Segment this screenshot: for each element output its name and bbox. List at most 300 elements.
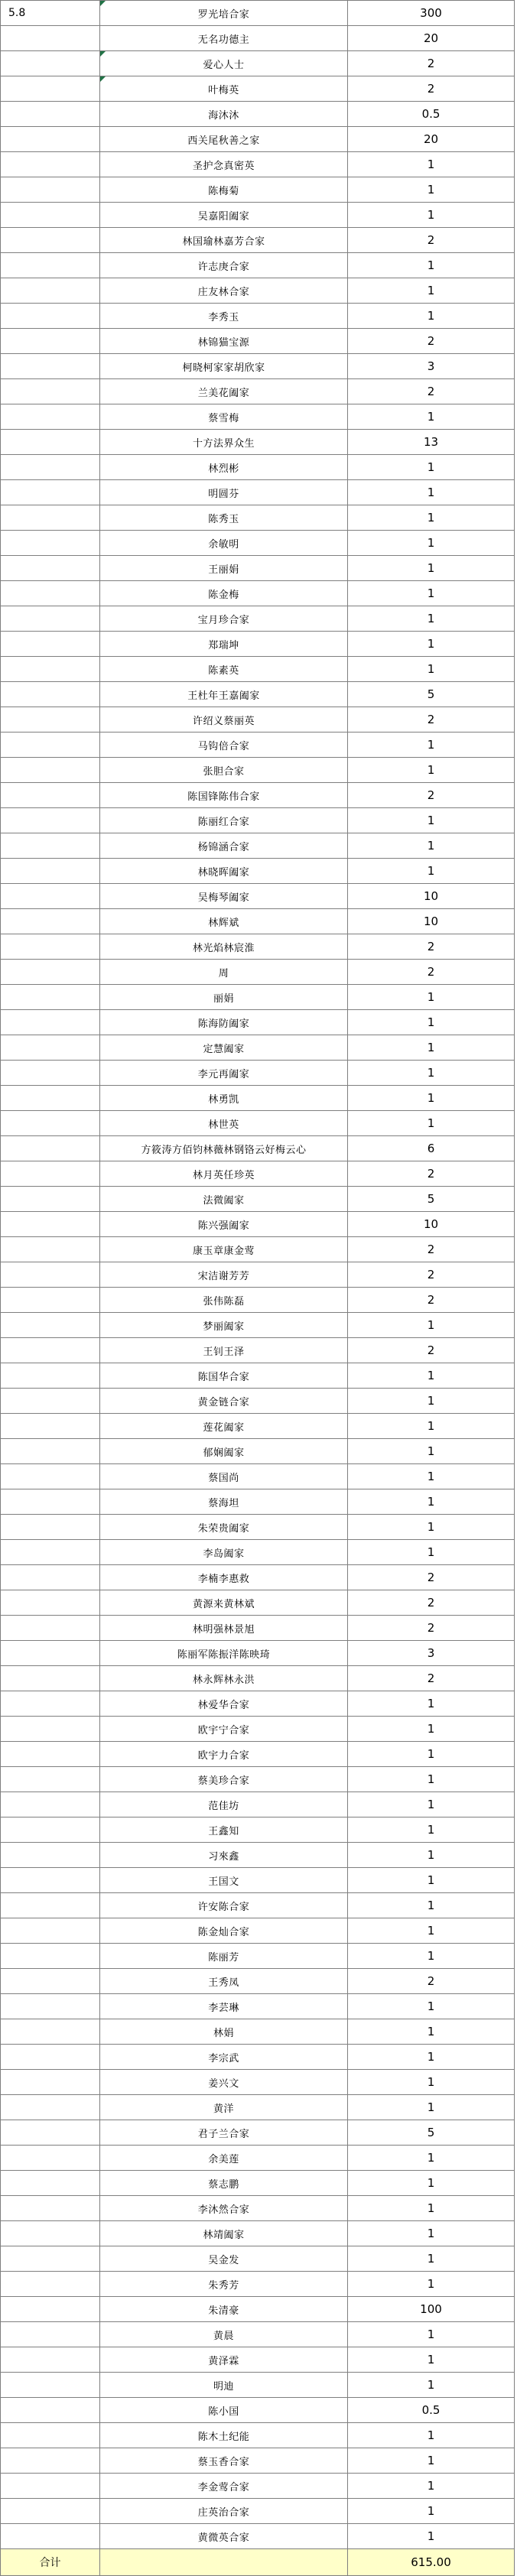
amount-cell[interactable]: 1 bbox=[348, 1944, 515, 1969]
date-cell[interactable] bbox=[1, 1540, 100, 1565]
donor-name-cell[interactable]: 张伟陈磊 bbox=[100, 1288, 348, 1313]
amount-cell[interactable]: 2 bbox=[348, 1969, 515, 1994]
amount-cell[interactable]: 1 bbox=[348, 1792, 515, 1817]
donor-name-cell[interactable]: 无名功德主 bbox=[100, 26, 348, 51]
donor-name-cell[interactable]: 方筱涛方佰钧林薇林钢铬云好梅云心 bbox=[100, 1136, 348, 1161]
amount-cell[interactable]: 1 bbox=[348, 203, 515, 228]
date-cell[interactable] bbox=[1, 1767, 100, 1792]
date-cell[interactable] bbox=[1, 430, 100, 455]
date-cell[interactable] bbox=[1, 354, 100, 379]
amount-cell[interactable]: 2 bbox=[348, 1338, 515, 1363]
amount-cell[interactable]: 1 bbox=[348, 1868, 515, 1893]
donor-name-cell[interactable]: 莲花阖家 bbox=[100, 1414, 348, 1439]
donor-name-cell[interactable]: 吴嘉阳阖家 bbox=[100, 203, 348, 228]
donor-name-cell[interactable]: 李秀玉 bbox=[100, 304, 348, 329]
date-cell[interactable] bbox=[1, 934, 100, 960]
date-cell[interactable] bbox=[1, 2272, 100, 2297]
amount-cell[interactable]: 1 bbox=[348, 1086, 515, 1111]
donor-name-cell[interactable]: 李金莺合家 bbox=[100, 2474, 348, 2499]
amount-cell[interactable]: 1 bbox=[348, 1767, 515, 1792]
date-cell[interactable] bbox=[1, 152, 100, 177]
donor-name-cell[interactable]: 陈海防阖家 bbox=[100, 1010, 348, 1035]
donor-name-cell[interactable]: 周 bbox=[100, 960, 348, 985]
donor-name-cell[interactable]: 陈兴强阖家 bbox=[100, 1212, 348, 1237]
amount-cell[interactable]: 1 bbox=[348, 1414, 515, 1439]
date-cell[interactable] bbox=[1, 1061, 100, 1086]
donor-name-cell[interactable]: 吴金发 bbox=[100, 2246, 348, 2272]
donor-name-cell[interactable]: 林烈彬 bbox=[100, 455, 348, 480]
date-cell[interactable] bbox=[1, 2019, 100, 2045]
donor-name-cell[interactable]: 林娟 bbox=[100, 2019, 348, 2045]
date-cell[interactable] bbox=[1, 2524, 100, 2549]
donor-name-cell[interactable]: 欧宇宁合家 bbox=[100, 1717, 348, 1742]
date-cell[interactable] bbox=[1, 985, 100, 1010]
donor-name-cell[interactable]: 李芸琳 bbox=[100, 1994, 348, 2019]
donor-name-cell[interactable]: 范佳坊 bbox=[100, 1792, 348, 1817]
amount-cell[interactable]: 1 bbox=[348, 2448, 515, 2474]
donor-name-cell[interactable]: 十方法界众生 bbox=[100, 430, 348, 455]
amount-cell[interactable]: 300 bbox=[348, 1, 515, 26]
amount-cell[interactable]: 1 bbox=[348, 2474, 515, 2499]
donor-name-cell[interactable]: 定慧阖家 bbox=[100, 1035, 348, 1061]
donor-name-cell[interactable]: 明迪 bbox=[100, 2373, 348, 2398]
date-cell[interactable] bbox=[1, 1515, 100, 1540]
donor-name-cell[interactable]: 欧宇力合家 bbox=[100, 1742, 348, 1767]
date-cell[interactable] bbox=[1, 1313, 100, 1338]
amount-cell[interactable]: 5 bbox=[348, 682, 515, 707]
amount-cell[interactable]: 1 bbox=[348, 606, 515, 632]
amount-cell[interactable]: 1 bbox=[348, 733, 515, 758]
amount-cell[interactable]: 1 bbox=[348, 808, 515, 833]
amount-cell[interactable]: 5 bbox=[348, 2120, 515, 2146]
donor-name-cell[interactable]: 朱清豪 bbox=[100, 2297, 348, 2322]
donor-name-cell[interactable]: 陈丽芳 bbox=[100, 1944, 348, 1969]
date-cell[interactable] bbox=[1, 1893, 100, 1918]
donor-name-cell[interactable]: 杨锦涵合家 bbox=[100, 833, 348, 859]
amount-cell[interactable]: 5 bbox=[348, 1187, 515, 1212]
date-cell[interactable] bbox=[1, 2347, 100, 2373]
amount-cell[interactable]: 100 bbox=[348, 2297, 515, 2322]
amount-cell[interactable]: 1 bbox=[348, 1918, 515, 1944]
donor-name-cell[interactable]: 康玉章康金莺 bbox=[100, 1237, 348, 1262]
date-cell[interactable] bbox=[1, 884, 100, 909]
amount-cell[interactable]: 13 bbox=[348, 430, 515, 455]
donor-name-cell[interactable]: 王鑫知 bbox=[100, 1817, 348, 1843]
date-cell[interactable] bbox=[1, 2423, 100, 2448]
donor-name-cell[interactable]: 林明强林景旭 bbox=[100, 1616, 348, 1641]
donor-name-cell[interactable]: 爱心人士 bbox=[100, 51, 348, 76]
amount-cell[interactable]: 1 bbox=[348, 1439, 515, 1464]
amount-cell[interactable]: 1 bbox=[348, 581, 515, 606]
amount-cell[interactable]: 1 bbox=[348, 2171, 515, 2196]
date-cell[interactable] bbox=[1, 758, 100, 783]
date-cell[interactable] bbox=[1, 1969, 100, 1994]
date-cell[interactable] bbox=[1, 1161, 100, 1187]
date-cell[interactable] bbox=[1, 2398, 100, 2423]
donor-name-cell[interactable]: 余美莲 bbox=[100, 2146, 348, 2171]
date-cell[interactable] bbox=[1, 707, 100, 733]
date-cell[interactable] bbox=[1, 304, 100, 329]
amount-cell[interactable]: 2 bbox=[348, 707, 515, 733]
amount-cell[interactable]: 2 bbox=[348, 1616, 515, 1641]
date-cell[interactable] bbox=[1, 1439, 100, 1464]
donor-name-cell[interactable]: 明圆芬 bbox=[100, 480, 348, 505]
amount-cell[interactable]: 1 bbox=[348, 1489, 515, 1515]
date-cell[interactable] bbox=[1, 1666, 100, 1691]
date-cell[interactable] bbox=[1, 505, 100, 531]
amount-cell[interactable]: 1 bbox=[348, 2347, 515, 2373]
total-label-cell[interactable]: 合计 bbox=[1, 2549, 100, 2576]
donor-name-cell[interactable]: 丽娟 bbox=[100, 985, 348, 1010]
date-cell[interactable] bbox=[1, 480, 100, 505]
date-cell[interactable] bbox=[1, 2196, 100, 2221]
amount-cell[interactable]: 2 bbox=[348, 1590, 515, 1616]
donor-name-cell[interactable]: 陈丽军陈振洋陈映琦 bbox=[100, 1641, 348, 1666]
amount-cell[interactable]: 2 bbox=[348, 228, 515, 253]
date-cell[interactable] bbox=[1, 960, 100, 985]
amount-cell[interactable]: 1 bbox=[348, 1817, 515, 1843]
date-cell[interactable] bbox=[1, 1262, 100, 1288]
date-cell[interactable] bbox=[1, 1111, 100, 1136]
donor-name-cell[interactable]: 蔡玉香合家 bbox=[100, 2448, 348, 2474]
date-cell[interactable]: 5.8 bbox=[1, 1, 100, 26]
amount-cell[interactable]: 1 bbox=[348, 1389, 515, 1414]
amount-cell[interactable]: 1 bbox=[348, 1313, 515, 1338]
date-cell[interactable] bbox=[1, 2171, 100, 2196]
donor-name-cell[interactable]: 习來鑫 bbox=[100, 1843, 348, 1868]
date-cell[interactable] bbox=[1, 455, 100, 480]
amount-cell[interactable]: 1 bbox=[348, 556, 515, 581]
donor-name-cell[interactable]: 庄英治合家 bbox=[100, 2499, 348, 2524]
date-cell[interactable] bbox=[1, 1035, 100, 1061]
date-cell[interactable] bbox=[1, 2322, 100, 2347]
date-cell[interactable] bbox=[1, 2146, 100, 2171]
donor-name-cell[interactable]: 海沐沐 bbox=[100, 102, 348, 127]
date-cell[interactable] bbox=[1, 2120, 100, 2146]
date-cell[interactable] bbox=[1, 1187, 100, 1212]
donor-name-cell[interactable]: 许绍义蔡丽英 bbox=[100, 707, 348, 733]
amount-cell[interactable]: 1 bbox=[348, 1035, 515, 1061]
amount-cell[interactable]: 2 bbox=[348, 1262, 515, 1288]
donor-name-cell[interactable]: 张胆合家 bbox=[100, 758, 348, 783]
date-cell[interactable] bbox=[1, 808, 100, 833]
amount-cell[interactable]: 6 bbox=[348, 1136, 515, 1161]
date-cell[interactable] bbox=[1, 632, 100, 657]
date-cell[interactable] bbox=[1, 1616, 100, 1641]
total-empty-cell[interactable] bbox=[100, 2549, 348, 2576]
amount-cell[interactable]: 3 bbox=[348, 1641, 515, 1666]
donor-name-cell[interactable]: 陈金灿合家 bbox=[100, 1918, 348, 1944]
date-cell[interactable] bbox=[1, 1010, 100, 1035]
amount-cell[interactable]: 1 bbox=[348, 2070, 515, 2095]
amount-cell[interactable]: 1 bbox=[348, 2373, 515, 2398]
donor-name-cell[interactable]: 林晓晖阖家 bbox=[100, 859, 348, 884]
date-cell[interactable] bbox=[1, 1792, 100, 1817]
amount-cell[interactable]: 1 bbox=[348, 253, 515, 278]
date-cell[interactable] bbox=[1, 51, 100, 76]
amount-cell[interactable]: 1 bbox=[348, 531, 515, 556]
donor-name-cell[interactable]: 林锦猫宝源 bbox=[100, 329, 348, 354]
amount-cell[interactable]: 1 bbox=[348, 2221, 515, 2246]
donor-name-cell[interactable]: 黄微英合家 bbox=[100, 2524, 348, 2549]
date-cell[interactable] bbox=[1, 1086, 100, 1111]
donor-name-cell[interactable]: 蔡海坦 bbox=[100, 1489, 348, 1515]
date-cell[interactable] bbox=[1, 2221, 100, 2246]
amount-cell[interactable]: 1 bbox=[348, 1742, 515, 1767]
donor-name-cell[interactable]: 蔡国尚 bbox=[100, 1464, 348, 1489]
date-cell[interactable] bbox=[1, 1717, 100, 1742]
date-cell[interactable] bbox=[1, 1843, 100, 1868]
amount-cell[interactable]: 1 bbox=[348, 2146, 515, 2171]
date-cell[interactable] bbox=[1, 783, 100, 808]
date-cell[interactable] bbox=[1, 1389, 100, 1414]
amount-cell[interactable]: 1 bbox=[348, 657, 515, 682]
date-cell[interactable] bbox=[1, 1868, 100, 1893]
date-cell[interactable] bbox=[1, 26, 100, 51]
amount-cell[interactable]: 1 bbox=[348, 859, 515, 884]
amount-cell[interactable]: 1 bbox=[348, 1691, 515, 1717]
donor-name-cell[interactable]: 朱荣贵阖家 bbox=[100, 1515, 348, 1540]
date-cell[interactable] bbox=[1, 556, 100, 581]
date-cell[interactable] bbox=[1, 2474, 100, 2499]
amount-cell[interactable]: 20 bbox=[348, 26, 515, 51]
date-cell[interactable] bbox=[1, 1641, 100, 1666]
donor-name-cell[interactable]: 蔡美珍合家 bbox=[100, 1767, 348, 1792]
donor-name-cell[interactable]: 林月英任珍英 bbox=[100, 1161, 348, 1187]
donor-name-cell[interactable]: 陈梅菊 bbox=[100, 177, 348, 203]
donor-name-cell[interactable]: 西关尾秋善之家 bbox=[100, 127, 348, 152]
date-cell[interactable] bbox=[1, 1994, 100, 2019]
date-cell[interactable] bbox=[1, 1414, 100, 1439]
donor-name-cell[interactable]: 黄晨 bbox=[100, 2322, 348, 2347]
date-cell[interactable] bbox=[1, 203, 100, 228]
amount-cell[interactable]: 10 bbox=[348, 909, 515, 934]
total-value-cell[interactable]: 615.00 bbox=[348, 2549, 515, 2576]
donor-name-cell[interactable]: 王秀凤 bbox=[100, 1969, 348, 1994]
donor-name-cell[interactable]: 郁娴阖家 bbox=[100, 1439, 348, 1464]
donor-name-cell[interactable]: 黄源来黄林斌 bbox=[100, 1590, 348, 1616]
amount-cell[interactable]: 2 bbox=[348, 51, 515, 76]
amount-cell[interactable]: 2 bbox=[348, 960, 515, 985]
donor-name-cell[interactable]: 陈国锋陈伟合家 bbox=[100, 783, 348, 808]
donor-name-cell[interactable]: 林永辉林永洪 bbox=[100, 1666, 348, 1691]
amount-cell[interactable]: 1 bbox=[348, 505, 515, 531]
date-cell[interactable] bbox=[1, 2246, 100, 2272]
donor-name-cell[interactable]: 柯晓柯家家胡欣家 bbox=[100, 354, 348, 379]
donor-name-cell[interactable]: 林光焰林宸淮 bbox=[100, 934, 348, 960]
amount-cell[interactable]: 1 bbox=[348, 152, 515, 177]
amount-cell[interactable]: 1 bbox=[348, 2423, 515, 2448]
amount-cell[interactable]: 1 bbox=[348, 1893, 515, 1918]
donor-name-cell[interactable]: 吴梅琴阖家 bbox=[100, 884, 348, 909]
date-cell[interactable] bbox=[1, 76, 100, 102]
amount-cell[interactable]: 1 bbox=[348, 1363, 515, 1389]
date-cell[interactable] bbox=[1, 859, 100, 884]
date-cell[interactable] bbox=[1, 1565, 100, 1590]
amount-cell[interactable]: 0.5 bbox=[348, 2398, 515, 2423]
donor-name-cell[interactable]: 陈丽红合家 bbox=[100, 808, 348, 833]
donor-name-cell[interactable]: 蔡雪梅 bbox=[100, 404, 348, 430]
date-cell[interactable] bbox=[1, 278, 100, 304]
date-cell[interactable] bbox=[1, 1237, 100, 1262]
date-cell[interactable] bbox=[1, 2297, 100, 2322]
donor-name-cell[interactable]: 圣护念真密英 bbox=[100, 152, 348, 177]
amount-cell[interactable]: 2 bbox=[348, 76, 515, 102]
date-cell[interactable] bbox=[1, 329, 100, 354]
donor-name-cell[interactable]: 李宗武 bbox=[100, 2045, 348, 2070]
amount-cell[interactable]: 2 bbox=[348, 379, 515, 404]
date-cell[interactable] bbox=[1, 909, 100, 934]
donor-name-cell[interactable]: 罗光培合家 bbox=[100, 1, 348, 26]
amount-cell[interactable]: 1 bbox=[348, 2095, 515, 2120]
amount-cell[interactable]: 2 bbox=[348, 1237, 515, 1262]
donor-name-cell[interactable]: 王丽娟 bbox=[100, 556, 348, 581]
amount-cell[interactable]: 1 bbox=[348, 177, 515, 203]
date-cell[interactable] bbox=[1, 177, 100, 203]
amount-cell[interactable]: 2 bbox=[348, 1161, 515, 1187]
donor-name-cell[interactable]: 马钩倍合家 bbox=[100, 733, 348, 758]
donor-name-cell[interactable]: 黄洋 bbox=[100, 2095, 348, 2120]
donor-name-cell[interactable]: 李岛阖家 bbox=[100, 1540, 348, 1565]
donor-name-cell[interactable]: 陈秀玉 bbox=[100, 505, 348, 531]
amount-cell[interactable]: 1 bbox=[348, 632, 515, 657]
donor-name-cell[interactable]: 梦丽阖家 bbox=[100, 1313, 348, 1338]
donor-name-cell[interactable]: 郑瑞坤 bbox=[100, 632, 348, 657]
donor-name-cell[interactable]: 王钊王泽 bbox=[100, 1338, 348, 1363]
date-cell[interactable] bbox=[1, 733, 100, 758]
amount-cell[interactable]: 1 bbox=[348, 404, 515, 430]
amount-cell[interactable]: 3 bbox=[348, 354, 515, 379]
date-cell[interactable] bbox=[1, 1590, 100, 1616]
donor-name-cell[interactable]: 兰美花阖家 bbox=[100, 379, 348, 404]
date-cell[interactable] bbox=[1, 2095, 100, 2120]
amount-cell[interactable]: 1 bbox=[348, 1540, 515, 1565]
date-cell[interactable] bbox=[1, 581, 100, 606]
donor-name-cell[interactable]: 林辉斌 bbox=[100, 909, 348, 934]
donor-name-cell[interactable]: 庄友林合家 bbox=[100, 278, 348, 304]
date-cell[interactable] bbox=[1, 1944, 100, 1969]
date-cell[interactable] bbox=[1, 657, 100, 682]
amount-cell[interactable]: 1 bbox=[348, 480, 515, 505]
donor-name-cell[interactable]: 叶梅英 bbox=[100, 76, 348, 102]
donor-name-cell[interactable]: 黄金链合家 bbox=[100, 1389, 348, 1414]
donor-name-cell[interactable]: 林世英 bbox=[100, 1111, 348, 1136]
amount-cell[interactable]: 1 bbox=[348, 985, 515, 1010]
donor-name-cell[interactable]: 王杜年王嘉阖家 bbox=[100, 682, 348, 707]
donor-name-cell[interactable]: 君子兰合家 bbox=[100, 2120, 348, 2146]
donor-name-cell[interactable]: 李沐然合家 bbox=[100, 2196, 348, 2221]
date-cell[interactable] bbox=[1, 1363, 100, 1389]
date-cell[interactable] bbox=[1, 2373, 100, 2398]
amount-cell[interactable]: 1 bbox=[348, 2322, 515, 2347]
amount-cell[interactable]: 2 bbox=[348, 1666, 515, 1691]
donor-name-cell[interactable]: 林勇凯 bbox=[100, 1086, 348, 1111]
amount-cell[interactable]: 1 bbox=[348, 278, 515, 304]
date-cell[interactable] bbox=[1, 1212, 100, 1237]
date-cell[interactable] bbox=[1, 531, 100, 556]
amount-cell[interactable]: 1 bbox=[348, 2499, 515, 2524]
amount-cell[interactable]: 1 bbox=[348, 2196, 515, 2221]
date-cell[interactable] bbox=[1, 1691, 100, 1717]
amount-cell[interactable]: 1 bbox=[348, 758, 515, 783]
date-cell[interactable] bbox=[1, 833, 100, 859]
amount-cell[interactable]: 1 bbox=[348, 1061, 515, 1086]
amount-cell[interactable]: 1 bbox=[348, 2045, 515, 2070]
donor-name-cell[interactable]: 李楠李惠救 bbox=[100, 1565, 348, 1590]
date-cell[interactable] bbox=[1, 2070, 100, 2095]
amount-cell[interactable]: 1 bbox=[348, 2524, 515, 2549]
donor-name-cell[interactable]: 朱秀芳 bbox=[100, 2272, 348, 2297]
donor-name-cell[interactable]: 许安陈合家 bbox=[100, 1893, 348, 1918]
date-cell[interactable] bbox=[1, 1288, 100, 1313]
amount-cell[interactable]: 1 bbox=[348, 1010, 515, 1035]
amount-cell[interactable]: 2 bbox=[348, 329, 515, 354]
donor-name-cell[interactable]: 陈木土纪能 bbox=[100, 2423, 348, 2448]
donor-name-cell[interactable]: 宋洁谢芳芳 bbox=[100, 1262, 348, 1288]
date-cell[interactable] bbox=[1, 1338, 100, 1363]
date-cell[interactable] bbox=[1, 2499, 100, 2524]
donor-name-cell[interactable]: 李元再阖家 bbox=[100, 1061, 348, 1086]
amount-cell[interactable]: 1 bbox=[348, 2019, 515, 2045]
date-cell[interactable] bbox=[1, 2045, 100, 2070]
date-cell[interactable] bbox=[1, 228, 100, 253]
date-cell[interactable] bbox=[1, 682, 100, 707]
date-cell[interactable] bbox=[1, 127, 100, 152]
amount-cell[interactable]: 2 bbox=[348, 934, 515, 960]
date-cell[interactable] bbox=[1, 606, 100, 632]
donor-name-cell[interactable]: 法微阖家 bbox=[100, 1187, 348, 1212]
date-cell[interactable] bbox=[1, 404, 100, 430]
amount-cell[interactable]: 1 bbox=[348, 1717, 515, 1742]
date-cell[interactable] bbox=[1, 1918, 100, 1944]
date-cell[interactable] bbox=[1, 1489, 100, 1515]
donor-name-cell[interactable]: 陈素英 bbox=[100, 657, 348, 682]
donor-name-cell[interactable]: 王国文 bbox=[100, 1868, 348, 1893]
date-cell[interactable] bbox=[1, 102, 100, 127]
donor-name-cell[interactable]: 余敏明 bbox=[100, 531, 348, 556]
amount-cell[interactable]: 2 bbox=[348, 783, 515, 808]
donor-name-cell[interactable]: 宝月珍合家 bbox=[100, 606, 348, 632]
amount-cell[interactable]: 1 bbox=[348, 1994, 515, 2019]
donor-name-cell[interactable]: 黄泽霖 bbox=[100, 2347, 348, 2373]
amount-cell[interactable]: 2 bbox=[348, 1565, 515, 1590]
donor-name-cell[interactable]: 陈国华合家 bbox=[100, 1363, 348, 1389]
donor-name-cell[interactable]: 林靖阖家 bbox=[100, 2221, 348, 2246]
amount-cell[interactable]: 2 bbox=[348, 1288, 515, 1313]
amount-cell[interactable]: 0.5 bbox=[348, 102, 515, 127]
amount-cell[interactable]: 1 bbox=[348, 304, 515, 329]
donor-name-cell[interactable]: 陈小国 bbox=[100, 2398, 348, 2423]
donor-name-cell[interactable]: 林爱华合家 bbox=[100, 1691, 348, 1717]
amount-cell[interactable]: 1 bbox=[348, 833, 515, 859]
date-cell[interactable] bbox=[1, 379, 100, 404]
donor-name-cell[interactable]: 蔡志鹏 bbox=[100, 2171, 348, 2196]
amount-cell[interactable]: 1 bbox=[348, 455, 515, 480]
donor-name-cell[interactable]: 陈金梅 bbox=[100, 581, 348, 606]
amount-cell[interactable]: 1 bbox=[348, 1111, 515, 1136]
amount-cell[interactable]: 1 bbox=[348, 2246, 515, 2272]
date-cell[interactable] bbox=[1, 253, 100, 278]
amount-cell[interactable]: 10 bbox=[348, 1212, 515, 1237]
date-cell[interactable] bbox=[1, 1464, 100, 1489]
date-cell[interactable] bbox=[1, 1742, 100, 1767]
amount-cell[interactable]: 1 bbox=[348, 1843, 515, 1868]
amount-cell[interactable]: 1 bbox=[348, 1464, 515, 1489]
donor-name-cell[interactable]: 姜兴文 bbox=[100, 2070, 348, 2095]
donor-name-cell[interactable]: 林国瑜林嘉芳合家 bbox=[100, 228, 348, 253]
date-cell[interactable] bbox=[1, 1136, 100, 1161]
donor-name-cell[interactable]: 许志庚合家 bbox=[100, 253, 348, 278]
